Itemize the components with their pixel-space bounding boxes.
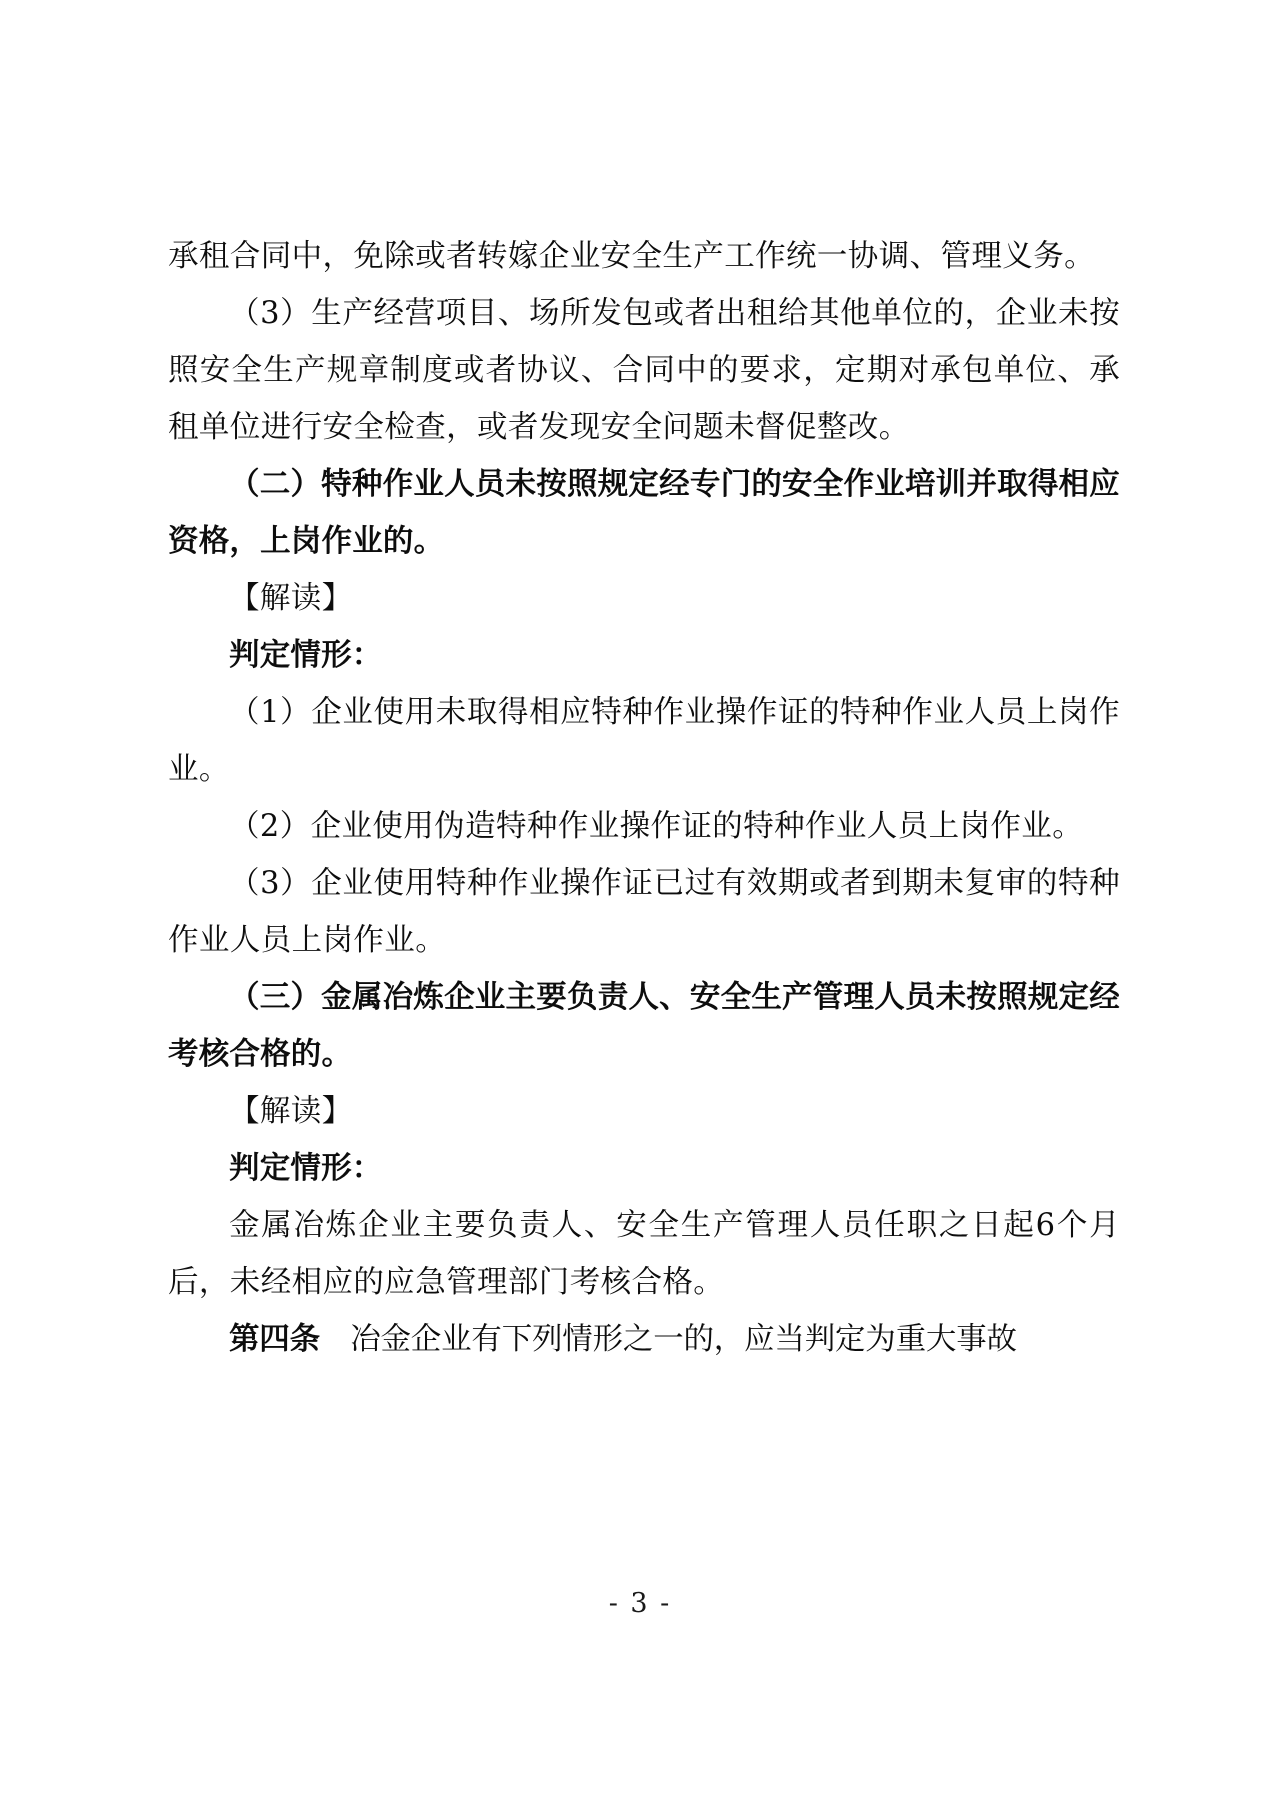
paragraph-item-1a: （1）企业使用未取得相应特种作业操作证的特种作业人员上岗作业。	[168, 695, 1120, 787]
page-number: - 3 -	[608, 1588, 672, 1619]
section-heading-three: （三）金属冶炼企业主要负责人、安全生产管理人员未按照规定经考核合格的。	[168, 979, 1120, 1072]
article-four-text: 冶金企业有下列情形之一的，应当判定为重大事故	[319, 1322, 1017, 1357]
determination-label-1: 判定情形：	[229, 637, 383, 673]
paragraph-item-3a: （3）企业使用特种作业操作证已过有效期或者到期未复审的特种作业人员上岗作业。	[168, 866, 1120, 958]
interpretation-label-1: 【解读】	[229, 581, 353, 616]
paragraph-continuation: 承租合同中，免除或者转嫁企业安全生产工作统一协调、管理义务。	[168, 239, 1095, 274]
article-four-heading: 第四条	[229, 1321, 320, 1357]
determination-label-2: 判定情形：	[229, 1150, 383, 1186]
article-four-paragraph	[168, 1311, 1120, 1368]
document-body	[168, 228, 1120, 1368]
paragraph-item-2a: （2）企业使用伪造特种作业操作证的特种作业人员上岗作业。	[229, 809, 1084, 844]
paragraph-determination-detail: 金属冶炼企业主要负责人、安全生产管理人员任职之日起6个月后，未经相应的应急管理部门考核合格。	[168, 1208, 1120, 1300]
interpretation-label-2: 【解读】	[229, 1094, 353, 1129]
paragraph-item-3: （3）生产经营项目、场所发包或者出租给其他单位的，企业未按照安全生产规章制度或者协议、合同中的要求，定期对承包单位、承租单位进行安全检查，或者发现安全问题未督促整改。	[168, 296, 1120, 445]
section-heading-two: （二）特种作业人员未按照规定经专门的安全作业培训并取得相应资格，上岗作业的。	[168, 466, 1120, 559]
